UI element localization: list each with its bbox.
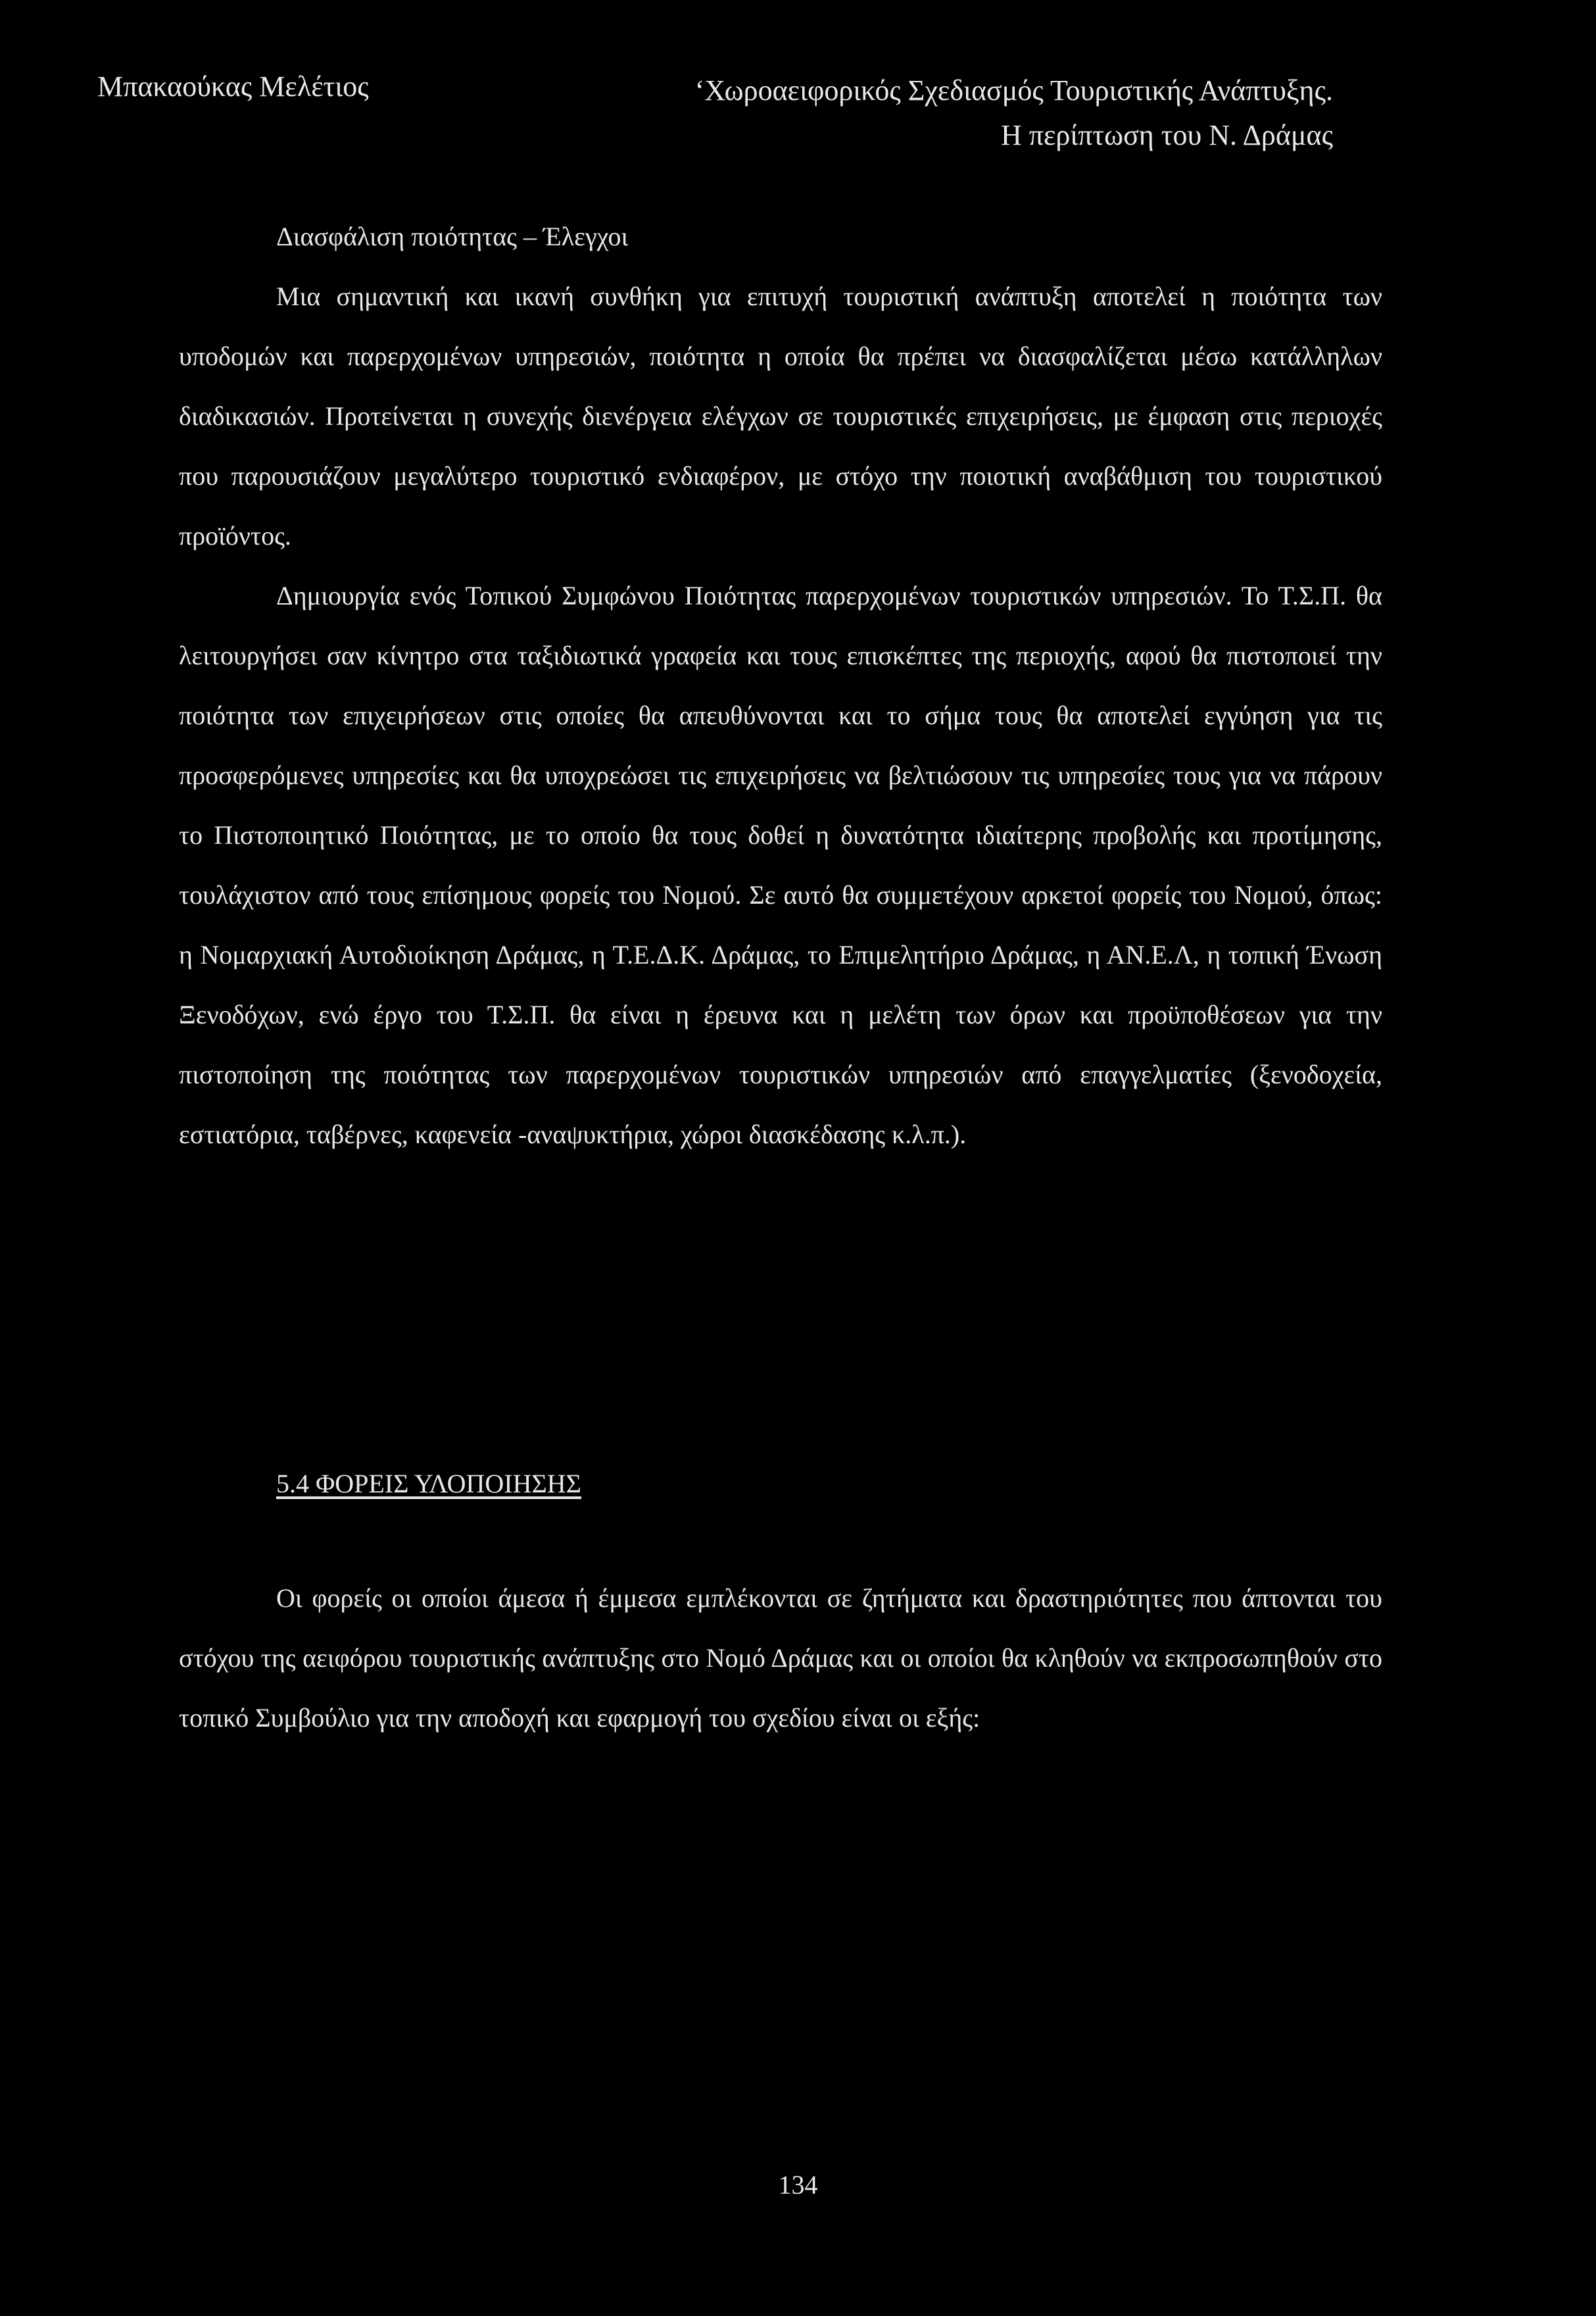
section-text-block <box>179 1568 1382 1748</box>
page-number: 134 <box>778 2170 818 2200</box>
paragraph-local-quality-pact: Δημιουργία ενός Τοπικού Συμφώνου Ποιότητας παρερχομένων τουριστικών υπηρεσιών. Το Τ.Σ.Π. θα λειτουργήσει σαν κίνητρο στα ταξιδιωτικά γραφεία και τους επισκέπτες της περιοχής, αφού θα πιστοποιεί την ποιότητα των επιχειρήσεων στις οποίες θα απευθύνονται και το σήμα τους θα αποτελεί εγγύηση για τις προσφερόμενες υπηρεσίες και θα υποχρεώσει τις επιχειρήσεις να βελτιώσουν τις υπηρεσίες τους για να πάρουν το Πιστοποιητικό Ποιότητας, με το οποίο θα τους δοθεί η δυνατότητα ιδιαίτερης προβολής και προτίμησης, τουλάχιστον από τους επίσημους φορείς του Νομού. Σε αυτό θα συμμετέχουν αρκετοί φορείς του Νομού, όπως: η Νομαρχιακή Αυτοδιοίκηση Δράμας, η Τ.Ε.Δ.Κ. Δράμας, το Επιμελητήριο Δράμας, η ΑΝ.Ε.Λ, η τοπική Ένωση Ξενοδόχων, ενώ έργο του Τ.Σ.Π. θα είναι η έρευνα και η μελέτη των όρων και προϋποθέσεων για την πιστοποίηση της ποιότητας των παρερχομένων τουριστικών υπηρεσιών από επαγγελματίες (ξενοδοχεία, εστιατόρια, ταβέρνες, καφενεία -αναψυκτήρια, χώροι διασκέδασης κ.λ.π.). <box>179 581 1382 1149</box>
header-document-title <box>695 68 1333 158</box>
subheading-quality-assurance: Διασφάλιση ποιότητας – Έλεγχοι <box>276 222 629 251</box>
paragraph-implementing-bodies: Οι φορείς οι οποίοι άμεσα ή έμμεσα εμπλέκονται σε ζητήματα και δραστηριότητες που άπτονται του στόχου της αειφόρου τουριστικής ανάπτυξης στο Νομό Δράμας και οι οποίοι θα κληθούν να εκπροσωπηθούν στο τοπικό Συμβούλιο για την αποδοχή και εφαρμογή του σχεδίου είναι οι εξής: <box>179 1583 1382 1733</box>
header-title-line-2: Η περίπτωση του Ν. Δράμας <box>1000 119 1333 151</box>
section-heading: 5.4 ΦΟΡΕΙΣ ΥΛΟΠΟΙΗΣΗΣ <box>276 1469 581 1498</box>
main-text-block <box>179 207 1382 1164</box>
header-title-line-1: ‘Χωροαειφορικός Σχεδιασμός Τουριστικής Ανάπτυξης. <box>694 74 1333 107</box>
paragraph-quality-conditions: Μια σημαντική και ικανή συνθήκη για επιτυχή τουριστική ανάπτυξη αποτελεί η ποιότητα των υποδομών και παρερχομένων υπηρεσιών, ποιότητα η οποία θα πρέπει να διασφαλίζεται μέσω κατάλληλων διαδικασιών. Προτείνεται η συνεχής διενέργεια ελέγχων σε τουριστικές επιχειρήσεις, με έμφαση στις περιοχές που παρουσιάζουν μεγαλύτερο τουριστικό ενδιαφέρον, με στόχο την ποιοτική αναβάθμιση του τουριστικού προϊόντος. <box>179 282 1382 551</box>
header-author: Μπακαούκας Μελέτιος <box>97 70 369 103</box>
